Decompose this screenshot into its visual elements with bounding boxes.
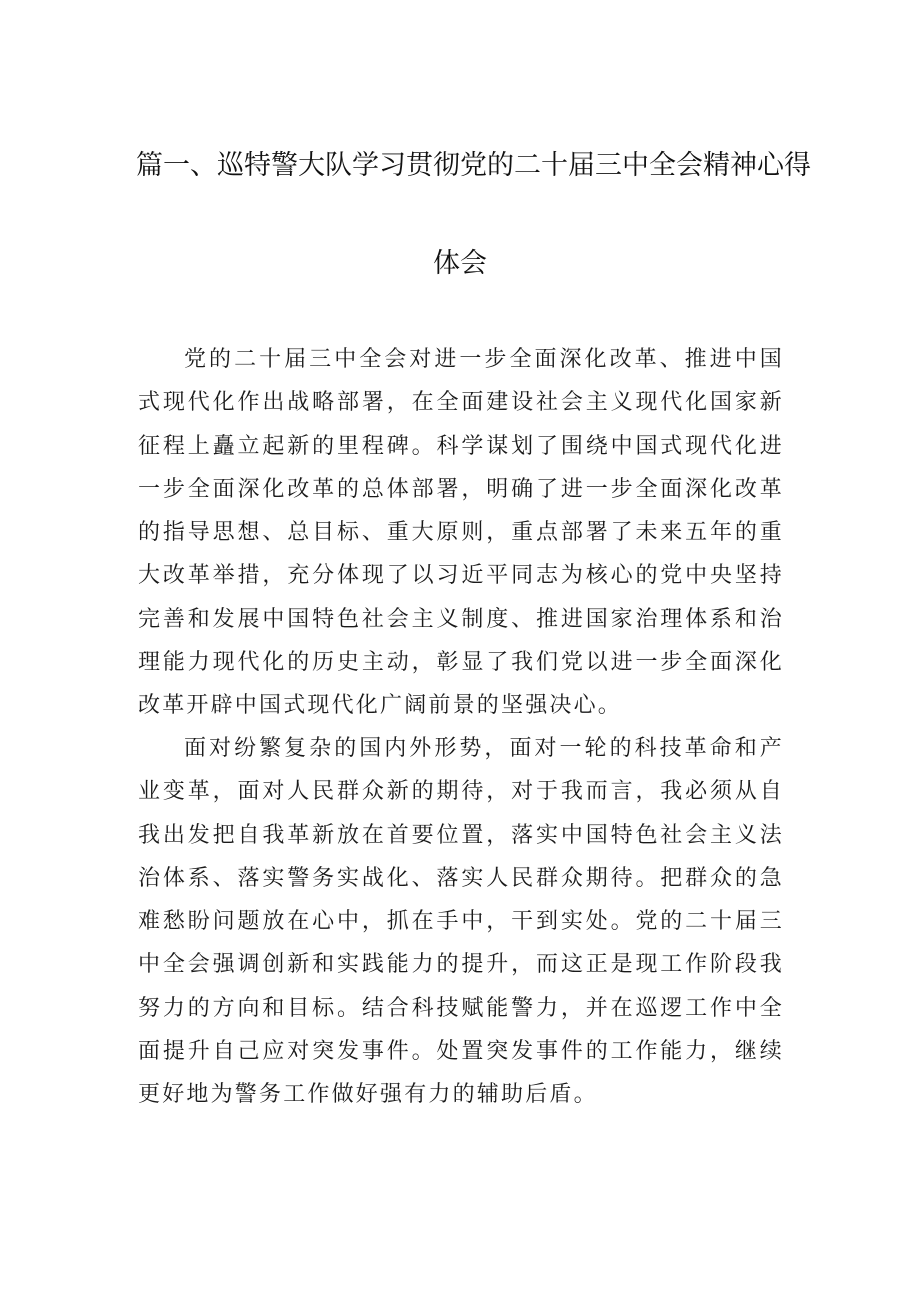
- body-paragraph-2: 面对纷繁复杂的国内外形势，面对一轮的科技革命和产业变革，面对人民群众新的期待，对于我而言，我必须从自我出发把自我革新放在首要位置，落实中国特色社会主义法治体系、落实警务实战化、落实人民群众期待。把群众的急难愁盼问题放在心中，抓在手中，干到实处。党的二十届三中全会强调创新和实践能力的提升，而这正是现工作阶段我努力的方向和目标。结合科技赋能警力，并在巡逻工作中全面提升自己应对突发事件。处置突发事件的工作能力，继续更好地为警务工作做好强有力的辅助后盾。: [138, 736, 784, 1108]
- document-title-continuation: 体会: [433, 248, 487, 279]
- document-title: 篇一、巡特警大队学习贯彻党的二十届三中全会精神心得: [136, 150, 811, 181]
- body-paragraph-1: 党的二十届三中全会对进一步全面深化改革、推进中国式现代化作出战略部署，在全面建设社会主义现代化国家新征程上矗立起新的里程碑。科学谋划了围绕中国式现代化进一步全面深化改革的总体部署，明确了进一步全面深化改革的指导思想、总目标、重大原则，重点部署了未来五年的重大改革举措，充分体现了以习近平同志为核心的党中央坚持完善和发展中国特色社会主义制度、推进国家治理体系和治理能力现代化的历史主动，彰显了我们党以进一步全面深化改革开辟中国式现代化广阔前景的坚强决心。: [138, 347, 784, 719]
